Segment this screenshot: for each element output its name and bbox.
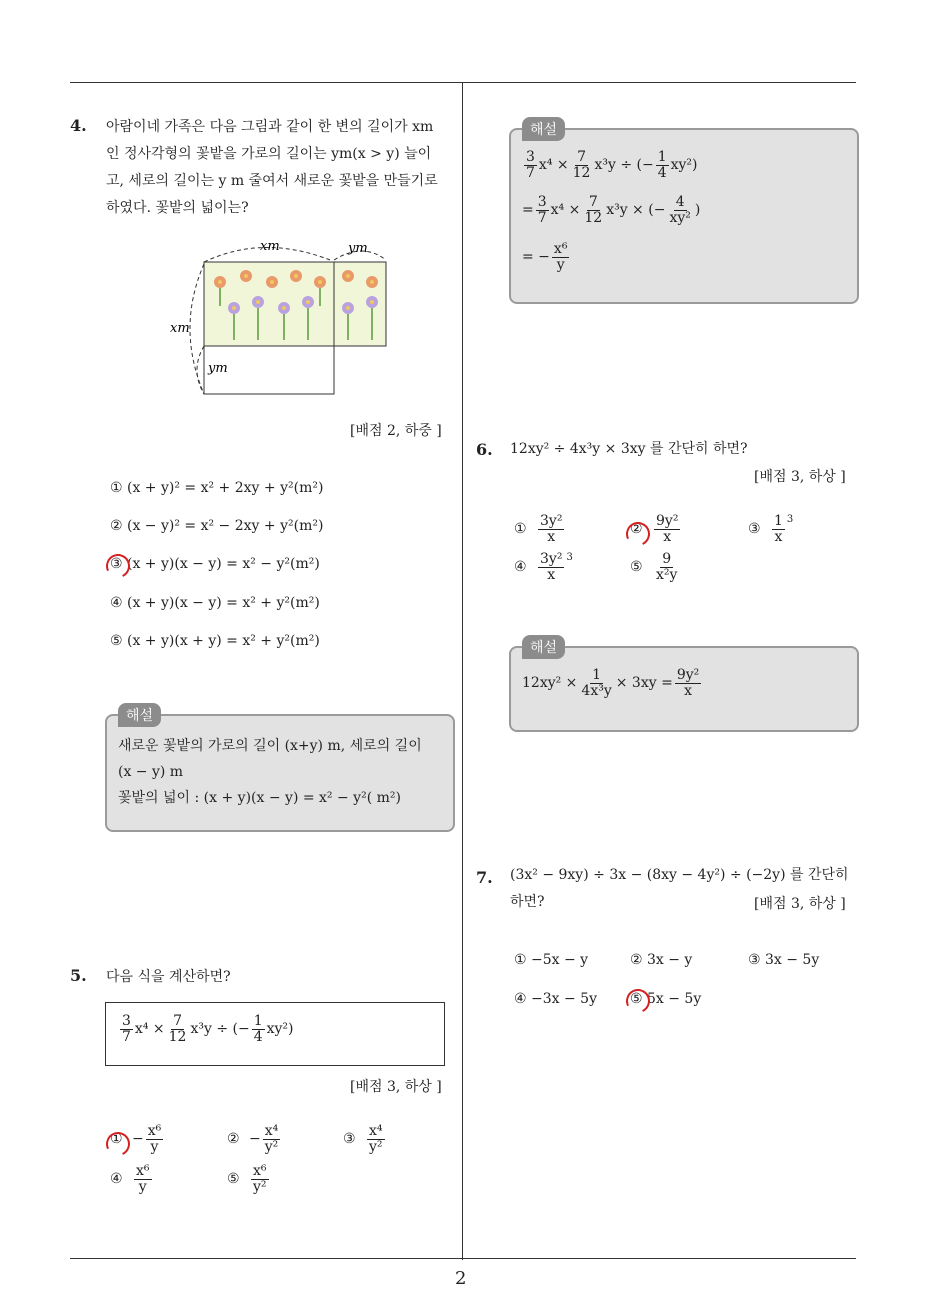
fig-label-top-y: ym xyxy=(348,241,368,256)
q4-line: 하였다. 꽃밭의 넓이는? xyxy=(106,200,249,216)
column-divider xyxy=(462,82,463,1260)
q6-question: 12xy² ÷ 4x³y × 3xy 를 간단히 하면? xyxy=(510,441,748,457)
q4-option-1[interactable]: ① (x + y)² = x² + 2xy + y²(m²) xyxy=(110,480,324,496)
q7-line: 하면? xyxy=(510,894,545,910)
q4-number: 4. xyxy=(70,116,87,135)
q4-score: [배점 2, 하중 ] xyxy=(350,423,442,439)
bottom-rule xyxy=(70,1258,856,1259)
q4-solution-text xyxy=(118,733,422,811)
q7-option-4[interactable]: ④ −3x − 5y xyxy=(514,991,597,1007)
q6-solution-tag: 해설 xyxy=(522,635,565,659)
q6-number: 6. xyxy=(476,440,493,459)
q4-option-2[interactable]: ② (x − y)² = x² − 2xy + y²(m²) xyxy=(110,518,324,534)
q6-option-2[interactable]: ② $\frac{\text{9y²}}{x}$ xyxy=(630,513,679,545)
q7-number: 7. xyxy=(476,868,493,887)
q4-question xyxy=(106,114,456,222)
q4-line: 인 정사각형의 꽃밭을 가로의 길이는 ym(x > y) 늘이 xyxy=(106,146,432,162)
garden-figure xyxy=(168,236,398,401)
q6-option-3[interactable]: ③ $\frac{1}{x}$ $^3$ xyxy=(748,513,794,545)
q6-score: [배점 3, 하상 ] xyxy=(754,469,846,485)
q5-option-5[interactable]: ⑤ $\frac{\text{x⁶}}{\text{y²}}$ xyxy=(227,1163,267,1195)
q5-option-4[interactable]: ④ $\frac{\text{x⁶}}{y}$ xyxy=(110,1163,150,1195)
q5-question: 다음 식을 계산하면? xyxy=(106,969,231,985)
fig-label-top-x: xm xyxy=(260,239,280,254)
q7-score: [배점 3, 하상 ] xyxy=(754,896,846,912)
q4-solution-line: 새로운 꽃밭의 가로의 길이 (x+y) m, 세로의 길이 xyxy=(118,738,422,754)
q7-option-3[interactable]: ③ 3x − 5y xyxy=(748,952,820,968)
q4-solution-line: 꽃밭의 넓이 : (x + y)(x − y) = x² − y²( m²) xyxy=(118,790,401,806)
q5-option-2[interactable]: ② − $\frac{\text{x⁴}}{\text{y²}}$ xyxy=(227,1123,279,1155)
q5-solution-line-1: $\frac{3}{7}$ x⁴ × $\frac{7}{12}$ x³y ÷ (− $\frac{1}{4}$ xy²) xyxy=(526,149,698,181)
q7-option-2[interactable]: ② 3x − y xyxy=(630,952,693,968)
q5-solution-line-3: = − $\frac{\text{x⁶}}{y}$ xyxy=(522,241,568,273)
q4-solution-line: (x − y) m xyxy=(118,764,184,780)
q6-solution-text: 12xy² × $\frac{1}{\text{4x³y}}$ × 3xy = $\frac{\text{9y²}}{x}$ xyxy=(522,667,700,699)
q7-option-1[interactable]: ① −5x − y xyxy=(514,952,589,968)
q4-option-4[interactable]: ④ (x + y)(x − y) = x² + y²(m²) xyxy=(110,595,320,611)
q5-number: 5. xyxy=(70,966,87,985)
fig-label-left-x: xm xyxy=(170,321,190,336)
q6-option-4[interactable]: ④ $\frac{\text{3y²}}{x}$ $^3$ xyxy=(514,551,573,583)
q5-solution-tag: 해설 xyxy=(522,117,565,141)
q4-option-5[interactable]: ⑤ (x + y)(x + y) = x² + y²(m²) xyxy=(110,633,320,649)
q7-option-5[interactable]: ⑤ 5x − 5y xyxy=(630,991,702,1007)
q5-score: [배점 3, 하상 ] xyxy=(350,1079,442,1095)
q6-option-5[interactable]: ⑤ $\frac{9}{\text{x²y}}$ xyxy=(630,551,678,583)
q6-option-1[interactable]: ① $\frac{\text{3y²}}{x}$ xyxy=(514,513,563,545)
q4-solution-tag: 해설 xyxy=(118,703,161,727)
q4-line: 고, 세로의 길이는 y m 줄여서 새로운 꽃밭을 만들기로 xyxy=(106,173,438,189)
q4-option-3[interactable]: ③ (x + y)(x − y) = x² − y²(m²) xyxy=(110,556,320,572)
q4-line: 아람이네 가족은 다음 그림과 같이 한 변의 길이가 xm xyxy=(106,119,434,135)
fig-label-bottom-y: ym xyxy=(208,361,228,376)
q7-line: (3x² − 9xy) ÷ 3x − (8xy − 4y²) ÷ (−2y) 를 간단히 xyxy=(510,867,849,883)
q5-expression: $\frac{3}{7}$ x⁴ × $\frac{7}{12}$ x³y ÷ (− $\frac{1}{4}$ xy²) xyxy=(122,1013,294,1045)
top-rule xyxy=(70,82,856,83)
page-number: 2 xyxy=(455,1268,467,1289)
q5-option-3[interactable]: ③ $\frac{\text{x⁴}}{\text{y²}}$ xyxy=(343,1123,383,1155)
q5-option-1[interactable]: ① − $\frac{\text{x⁶}}{y}$ xyxy=(110,1123,162,1155)
q5-solution-line-2: = $\frac{3}{7}$ x⁴ × $\frac{7}{12}$ x³y × (− $\frac{4}{\text{xy²}}$ ) xyxy=(522,194,701,226)
